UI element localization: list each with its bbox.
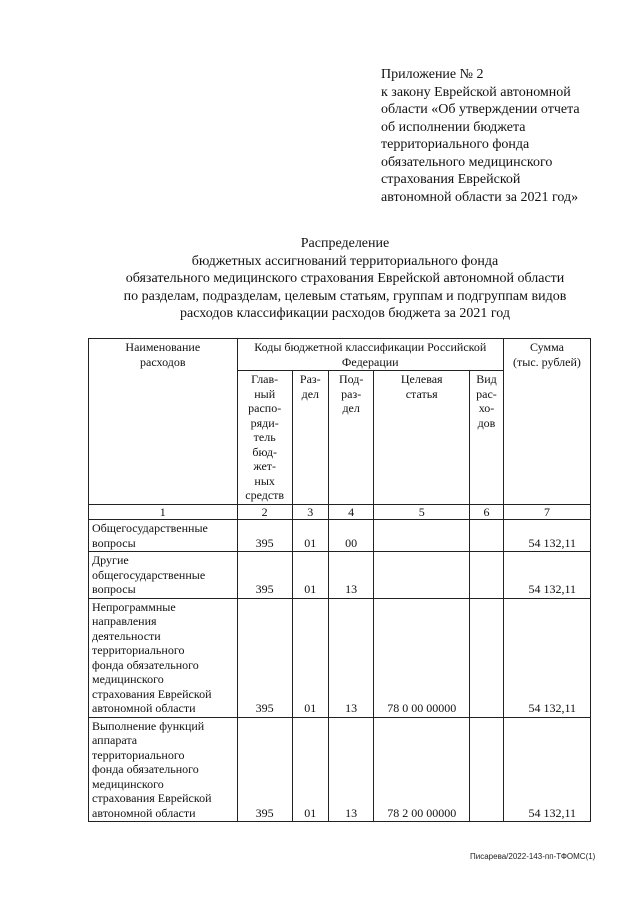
row-name: Общегосударственные вопросы: [89, 520, 238, 552]
cell-section: 01: [292, 552, 328, 599]
row-name: Другие общегосударственные вопросы: [89, 552, 238, 599]
table-row: [89, 520, 591, 552]
header-codes-group: Коды бюджетной классификации Российской Федерации: [237, 339, 503, 371]
cell-target-article: [374, 520, 470, 552]
header-section: Раз- дел: [292, 371, 328, 505]
appendix-line: Приложение № 2: [381, 67, 484, 82]
cell-main-manager: 395: [237, 520, 292, 552]
row-name: Выполнение функций аппарата территориального фонда обязательного медицинского страхования Еврейской автономной области: [89, 717, 238, 822]
table-row: [89, 717, 591, 822]
cell-target-article: 78 2 00 00000: [374, 717, 470, 822]
title-line: бюджетных ассигнований территориального фонда: [191, 253, 499, 269]
header-sum: Сумма (тыс. рублей): [503, 339, 590, 505]
appendix-line: области «Об утверждении отчета: [381, 102, 580, 117]
header-subsection: Под- раз- дел: [328, 371, 374, 505]
column-index: 2: [237, 504, 292, 520]
cell-target-article: 78 0 00 00000: [374, 598, 470, 717]
appendix-note: [381, 66, 621, 206]
cell-main-manager: 395: [237, 552, 292, 599]
cell-subsection: 13: [328, 717, 374, 822]
document-title: [60, 235, 630, 323]
table-row: [89, 598, 591, 717]
table-row: [89, 552, 591, 599]
column-index: 3: [292, 504, 328, 520]
cell-subsection: 00: [328, 520, 374, 552]
appendix-line: автономной области за 2021 год»: [381, 189, 579, 205]
column-index: 1: [89, 504, 238, 520]
column-index: 5: [374, 504, 470, 520]
appendix-line: об исполнении бюджета: [381, 119, 526, 135]
header-expense-type: Вид рас- хо- дов: [469, 371, 503, 505]
cell-main-manager: 395: [237, 598, 292, 717]
cell-target-article: [374, 552, 470, 599]
cell-sum: 54 132,11: [503, 598, 590, 717]
appendix-line: обязательного медицинского: [381, 154, 553, 170]
cell-expense-type: [469, 520, 503, 552]
document-footer-code: Писарева/2022-143-пп-ТФОМС(1): [470, 852, 596, 861]
cell-sum: 54 132,11: [503, 520, 590, 552]
appendix-line: территориального фонда: [381, 137, 530, 152]
title-line: расходов классификации расходов бюджета за 2021 год: [180, 306, 510, 321]
header-main-manager: Глав- ный распо- ряди- тель бюд- жет- ных средств: [237, 371, 292, 505]
cell-section: 01: [292, 598, 328, 717]
cell-main-manager: 395: [237, 717, 292, 822]
cell-section: 01: [292, 717, 328, 822]
budget-table: [88, 338, 591, 822]
title-line: Распределение: [300, 236, 390, 251]
cell-subsection: 13: [328, 598, 374, 717]
cell-expense-type: [469, 717, 503, 822]
cell-sum: 54 132,11: [503, 717, 590, 822]
appendix-line: к закону Еврейской автономной: [381, 84, 571, 100]
column-index-row: [89, 504, 591, 520]
header-row: [89, 339, 591, 371]
title-line: по разделам, подразделам, целевым статьям, группам и подгруппам видов: [123, 288, 567, 304]
cell-expense-type: [469, 598, 503, 717]
cell-expense-type: [469, 552, 503, 599]
column-index: 4: [328, 504, 374, 520]
column-index: 6: [469, 504, 503, 520]
column-index: 7: [503, 504, 590, 520]
appendix-line: страхования Еврейской: [381, 172, 521, 187]
title-line: обязательного медицинского страхования Еврейской автономной области: [125, 271, 565, 286]
header-target-article: Целевая статья: [374, 371, 470, 505]
header-name: Наименование расходов: [89, 339, 238, 505]
row-name: Непрограммные направления деятельности территориального фонда обязательного медицинского страхования Еврейской автономной области: [89, 598, 238, 717]
cell-section: 01: [292, 520, 328, 552]
cell-subsection: 13: [328, 552, 374, 599]
cell-sum: 54 132,11: [503, 552, 590, 599]
